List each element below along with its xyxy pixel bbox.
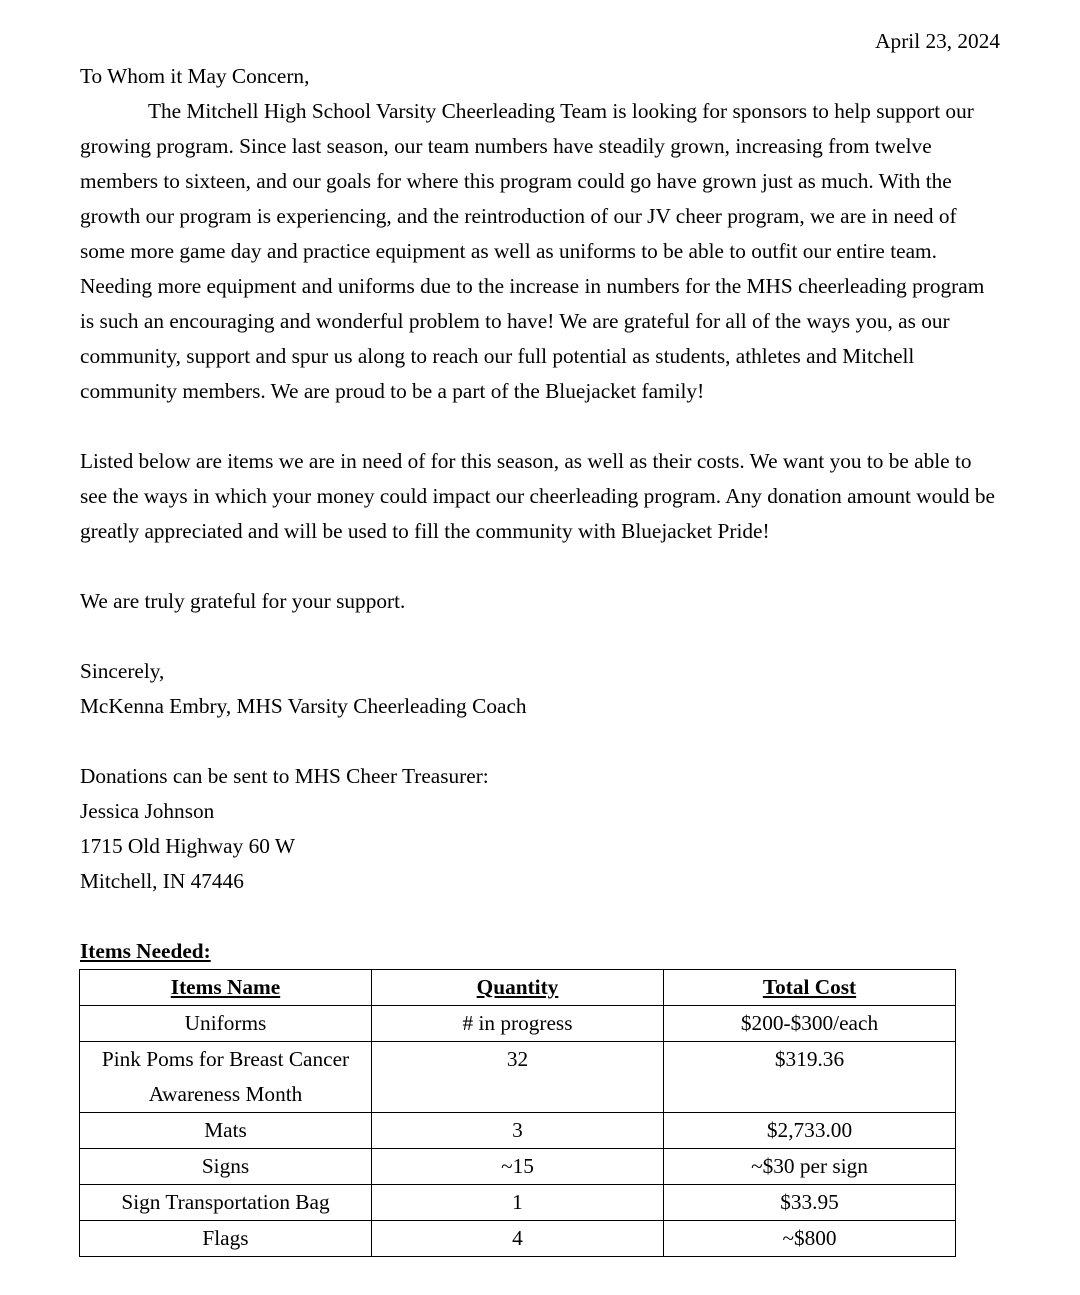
item-name-cell: Flags [80,1221,372,1257]
table-row [80,1042,956,1113]
table-row [80,1006,956,1042]
spacer [80,409,1000,444]
closing: Sincerely, [80,659,165,683]
item-quantity-cell: 4 [372,1221,664,1257]
items-table [79,969,956,1257]
table-row [80,1113,956,1149]
item-cost-cell: $2,733.00 [664,1113,956,1149]
signature: McKenna Embry, MHS Varsity Cheerleading Coach [80,694,527,718]
letter-date: April 23, 2024 [875,29,1000,53]
item-cost-cell: $33.95 [664,1185,956,1221]
item-quantity-cell: ~15 [372,1149,664,1185]
salutation: To Whom it May Concern, [80,64,310,88]
paragraph-sponsorship-request: The Mitchell High School Varsity Cheerleading Team is looking for sponsors to help support our growing program. Since last season, our team numbers have steadily grown, increasing from twelve members to sixteen, and our goals for where this program could go have grown just as much. With the growth our program is experiencing, and the reintroduction of our JV cheer program, we are in need of some more game day and practice equipment as well as uniforms to be able to outfit our entire team. Needing more equipment and uniforms due to the increase in numbers for the MHS cheerleading program is such an encouraging and wonderful problem to have! We are grateful for all of the ways you, as our community, support and spur us along to reach our full potential as students, athletes and Mitchell community members. We are proud to be a part of the Bluejacket family! [80,99,985,403]
item-cost-cell: $200-$300/each [664,1006,956,1042]
item-quantity-cell: # in progress [372,1006,664,1042]
address-street: 1715 Old Highway 60 W [80,834,295,858]
spacer [80,724,1000,759]
column-header-item-name: Items Name [80,970,372,1006]
items-needed-heading: Items Needed: [80,939,211,963]
table-header-row [80,970,956,1006]
item-name-cell: Uniforms [80,1006,372,1042]
address-city: Mitchell, IN 47446 [80,869,244,893]
item-quantity-cell: 32 [372,1042,664,1113]
table-row [80,1185,956,1221]
item-name-cell: Mats [80,1113,372,1149]
spacer [80,899,1000,934]
table-row [80,1221,956,1257]
spacer [80,549,1000,584]
treasurer-name: Jessica Johnson [80,799,215,823]
column-header-total-cost: Total Cost [664,970,956,1006]
item-quantity-cell: 3 [372,1113,664,1149]
gratitude-line: We are truly grateful for your support. [80,589,406,613]
spacer [80,619,1000,654]
donation-address-block [80,759,1000,899]
table-row [80,1149,956,1185]
item-cost-cell: ~$800 [664,1221,956,1257]
column-header-quantity: Quantity [372,970,664,1006]
item-name-cell: Pink Poms for Breast Cancer Awareness Month [80,1042,372,1113]
donations-intro: Donations can be sent to MHS Cheer Treasurer: [80,764,489,788]
item-cost-cell: ~$30 per sign [664,1149,956,1185]
item-cost-cell: $319.36 [664,1042,956,1113]
item-name-cell: Sign Transportation Bag [80,1185,372,1221]
item-quantity-cell: 1 [372,1185,664,1221]
letter-page [80,24,1000,1257]
paragraph-items-intro: Listed below are items we are in need of for this season, as well as their costs. We want you to be able to see the ways in which your money could impact our cheerleading program. Any donation amount would be greatly appreciated and will be used to fill the community with Bluejacket Pride! [80,449,995,543]
item-name-cell: Signs [80,1149,372,1185]
